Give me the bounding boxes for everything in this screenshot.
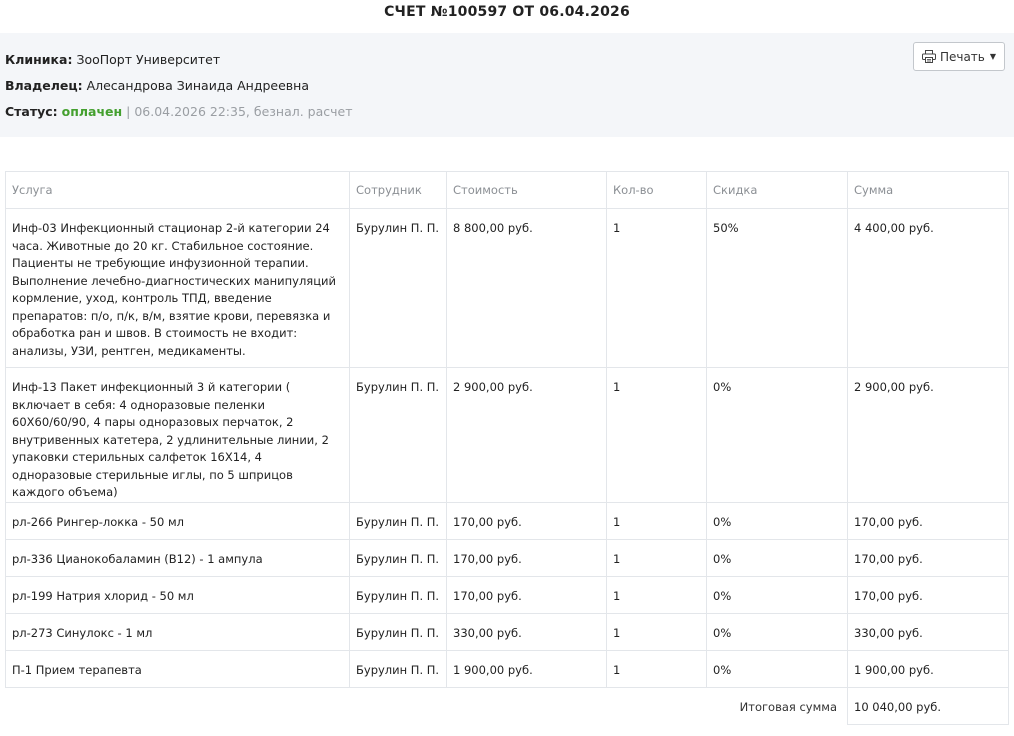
column-header-price: Стоимость [447, 172, 607, 209]
service-cell: рл-273 Синулокс - 1 мл [6, 613, 350, 650]
clinic-label: Клиника: [5, 52, 73, 67]
employee-cell: Бурулин П. П. [350, 539, 447, 576]
print-button[interactable] [913, 42, 1005, 71]
owner-row [5, 78, 309, 93]
price-cell: 170,00 руб. [447, 502, 607, 539]
status-label: Статус: [5, 104, 58, 119]
service-cell: рл-336 Цианокобаламин (B12) - 1 ампула [6, 539, 350, 576]
invoice-title: СЧЕТ №100597 ОТ 06.04.2026 [384, 4, 630, 20]
table-row [6, 613, 1009, 650]
table-row [6, 650, 1009, 687]
total-row [6, 687, 1009, 724]
print-button-label: Печать [939, 49, 985, 64]
clinic-row [5, 52, 220, 67]
sum-cell: 2 900,00 руб. [848, 368, 1009, 503]
status-separator: | [126, 104, 131, 119]
price-cell: 170,00 руб. [447, 576, 607, 613]
discount-cell: 0% [707, 368, 848, 503]
invoice-info-panel [0, 33, 1014, 137]
table-row [6, 576, 1009, 613]
service-cell: рл-199 Натрия хлорид - 50 мл [6, 576, 350, 613]
discount-cell: 0% [707, 576, 848, 613]
qty-cell: 1 [607, 502, 707, 539]
total-value: 10 040,00 руб. [848, 687, 1009, 724]
table-row [6, 368, 1009, 503]
chevron-down-icon: ▼ [989, 52, 997, 61]
price-cell: 330,00 руб. [447, 613, 607, 650]
printer-icon [922, 50, 936, 63]
price-cell: 2 900,00 руб. [447, 368, 607, 503]
service-cell: рл-266 Рингер-локка - 50 мл [6, 502, 350, 539]
discount-cell: 0% [707, 539, 848, 576]
discount-cell: 0% [707, 650, 848, 687]
discount-cell: 50% [707, 209, 848, 368]
sum-cell: 170,00 руб. [848, 502, 1009, 539]
owner-value: Алесандрова Зинаида Андреевна [86, 78, 309, 93]
employee-cell: Бурулин П. П. [350, 650, 447, 687]
sum-cell: 4 400,00 руб. [848, 209, 1009, 368]
column-header-qty: Кол-во [607, 172, 707, 209]
column-header-employee: Сотрудник [350, 172, 447, 209]
employee-cell: Бурулин П. П. [350, 502, 447, 539]
table-row [6, 502, 1009, 539]
price-cell: 170,00 руб. [447, 539, 607, 576]
service-cell: П-1 Прием терапевта [6, 650, 350, 687]
sum-cell: 170,00 руб. [848, 539, 1009, 576]
total-label: Итоговая сумма [739, 699, 837, 714]
status-badge: оплачен [61, 104, 123, 119]
table-header-row [6, 172, 1009, 209]
employee-cell: Бурулин П. П. [350, 613, 447, 650]
invoice-table [5, 171, 1009, 725]
sum-cell: 1 900,00 руб. [848, 650, 1009, 687]
employee-cell: Бурулин П. П. [350, 209, 447, 368]
table-row [6, 209, 1009, 368]
price-cell: 1 900,00 руб. [447, 650, 607, 687]
column-header-discount: Скидка [707, 172, 848, 209]
qty-cell: 1 [607, 650, 707, 687]
owner-label: Владелец: [5, 78, 83, 93]
discount-cell: 0% [707, 613, 848, 650]
qty-cell: 1 [607, 613, 707, 650]
sum-cell: 170,00 руб. [848, 576, 1009, 613]
column-header-sum: Сумма [848, 172, 1009, 209]
qty-cell: 1 [607, 368, 707, 503]
employee-cell: Бурулин П. П. [350, 368, 447, 503]
qty-cell: 1 [607, 539, 707, 576]
clinic-value: ЗооПорт Университет [76, 52, 221, 67]
qty-cell: 1 [607, 209, 707, 368]
service-cell: Инф-03 Инфекционный стационар 2-й категории 24 часа. Животные до 20 кг. Стабильное состояние. Пациенты не требующие инфузионной терапии. Выполнение лечебно-диагностических манипуляций кормление, уход, контроль ТПД, введение препаратов: п/о, п/к, в/м, взятие крови, перевязка и обработка ран и швов. В стоимость не входит: анализы, УЗИ, рентген, медикаменты. [6, 209, 350, 368]
column-header-service: Услуга [6, 172, 350, 209]
employee-cell: Бурулин П. П. [350, 576, 447, 613]
table-row [6, 539, 1009, 576]
discount-cell: 0% [707, 502, 848, 539]
status-details: 06.04.2026 22:35, безнал. расчет [134, 104, 353, 119]
status-row [5, 104, 353, 119]
sum-cell: 330,00 руб. [848, 613, 1009, 650]
service-cell: Инф-13 Пакет инфекционный 3 й категории ( включает в себя: 4 одноразовые пеленки 60Х60/60/90, 4 пары одноразовых перчаток, 2 внутривенных катетера, 2 удлинительные линии, 2 упаковки стерильных салфеток 16Х14, 4 одноразовые стерильные иглы, по 5 шприцов каждого объема) [6, 368, 350, 503]
qty-cell: 1 [607, 576, 707, 613]
price-cell: 8 800,00 руб. [447, 209, 607, 368]
